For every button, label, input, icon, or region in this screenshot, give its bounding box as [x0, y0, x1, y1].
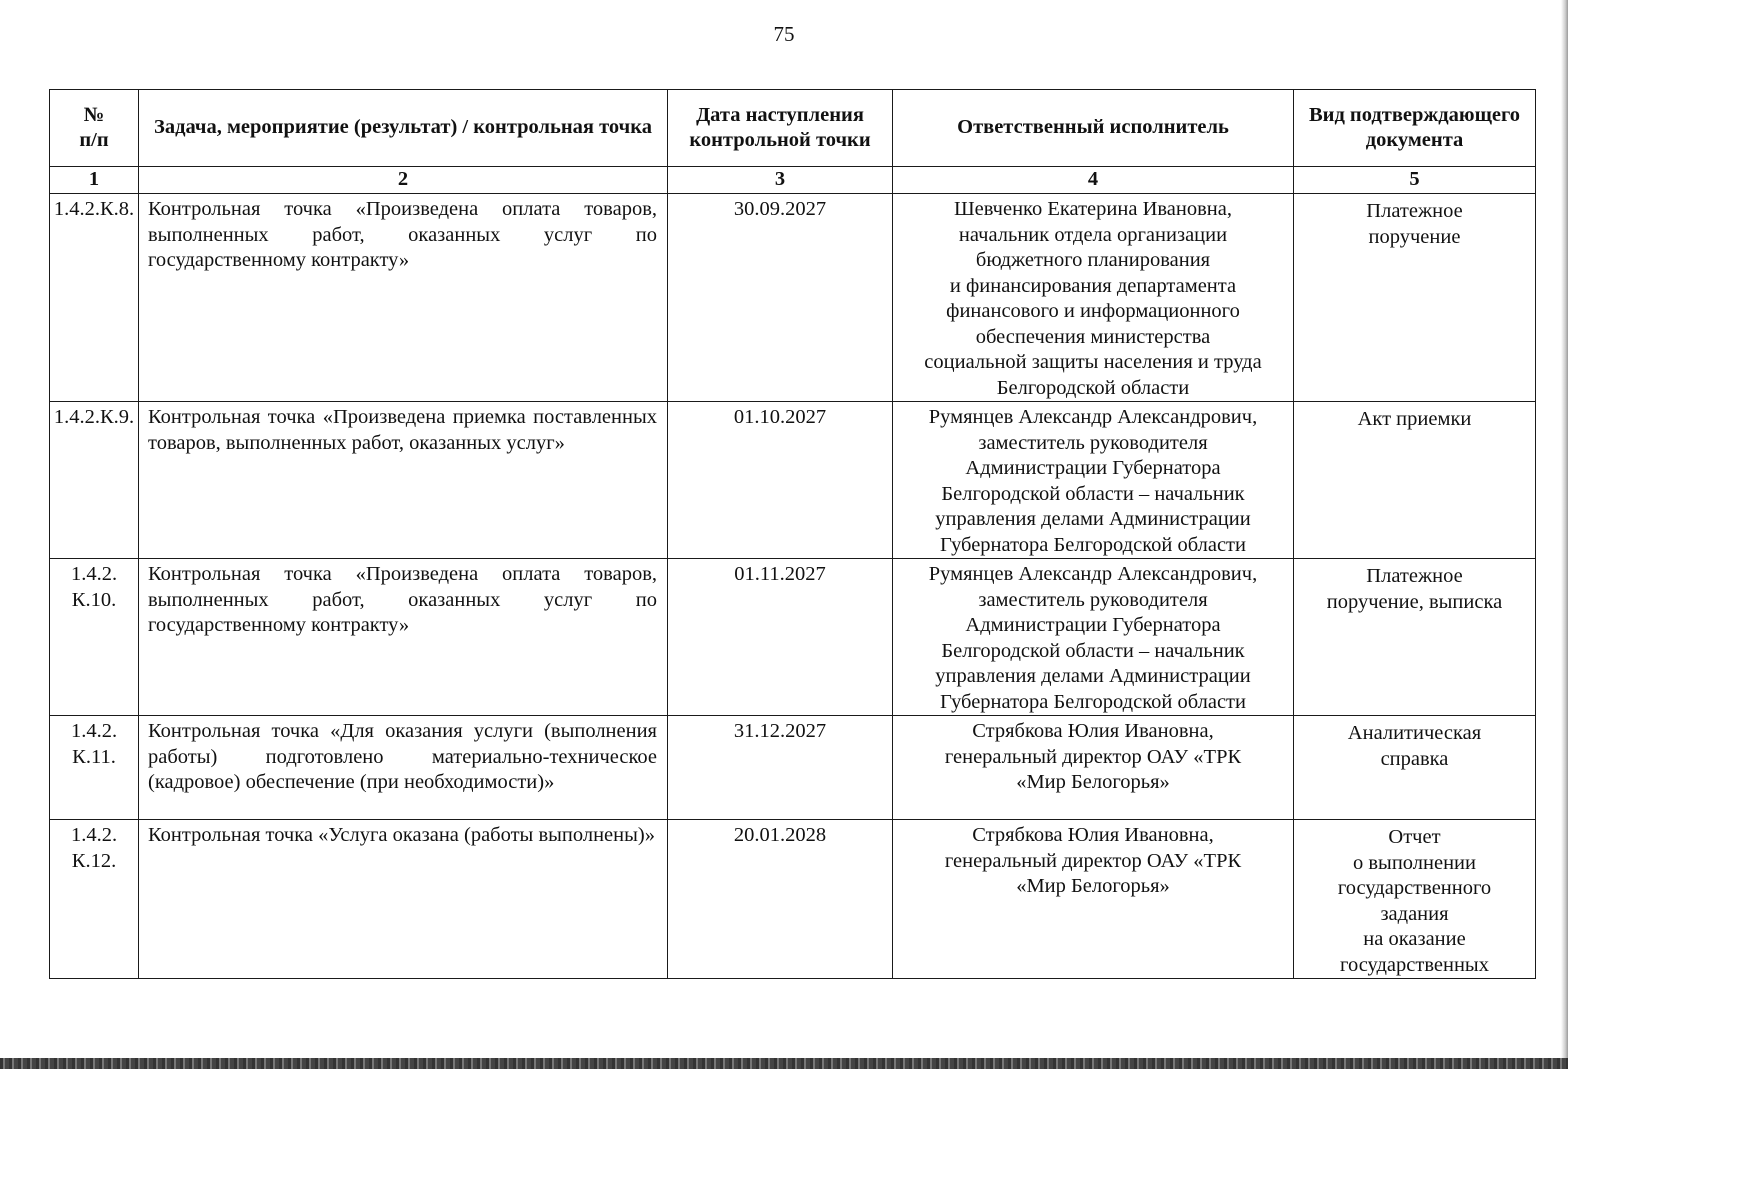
row-executor: Румянцев Александр Александрович, заместитель руководителя Администрации Губернатора Белгородской области – начальник управления делами Администрации Губернатора Белгородской области: [893, 402, 1294, 559]
row-document: Аналитическая справка: [1294, 716, 1536, 820]
header-document: Вид подтверждающего документа: [1294, 90, 1536, 167]
column-number: 3: [668, 167, 893, 194]
column-number: 2: [139, 167, 668, 194]
row-num: 1.4.2. К.11.: [50, 716, 139, 820]
row-task: Контрольная точка «Произведена приемка поставленных товаров, выполненных работ, оказанных услуг»: [139, 402, 668, 559]
row-task: Контрольная точка «Произведена оплата товаров, выполненных работ, оказанных услуг по государственному контракту»: [139, 559, 668, 716]
row-document: Платежное поручение, выписка: [1294, 559, 1536, 716]
column-number: 4: [893, 167, 1294, 194]
row-document: Отчет о выполнении государственного задания на оказание государственных: [1294, 820, 1536, 979]
column-number-row: [50, 167, 1536, 194]
header-executor: Ответственный исполнитель: [893, 90, 1294, 167]
row-date: 01.11.2027: [668, 559, 893, 716]
row-task: Контрольная точка «Произведена оплата товаров, выполненных работ, оказанных услуг по государственному контракту»: [139, 194, 668, 402]
row-date: 30.09.2027: [668, 194, 893, 402]
scan-bottom-edge: [0, 1058, 1568, 1069]
row-executor: Румянцев Александр Александрович, заместитель руководителя Администрации Губернатора Белгородской области – начальник управления делами Администрации Губернатора Белгородской области: [893, 559, 1294, 716]
row-date: 31.12.2027: [668, 716, 893, 820]
row-date: 01.10.2027: [668, 402, 893, 559]
table-row: [50, 402, 1536, 559]
column-number: 1: [50, 167, 139, 194]
table-header-row: [50, 90, 1536, 167]
control-points-table: [49, 89, 1535, 979]
header-date: Дата наступления контрольной точки: [668, 90, 893, 167]
table-row: [50, 820, 1536, 979]
row-num: 1.4.2. К.10.: [50, 559, 139, 716]
row-task: Контрольная точка «Для оказания услуги (выполнения работы) подготовлено материально-техническое (кадровое) обеспечение (при необходимости)»: [139, 716, 668, 820]
row-task: Контрольная точка «Услуга оказана (работы выполнены)»: [139, 820, 668, 979]
row-executor: Шевченко Екатерина Ивановна, начальник отдела организации бюджетного планирования и финансирования департамента финансового и информационного обеспечения министерства социальной защиты населения и труда Белгородской области: [893, 194, 1294, 402]
row-num: 1.4.2. К.12.: [50, 820, 139, 979]
table-row: [50, 716, 1536, 820]
row-executor: Стрябкова Юлия Ивановна, генеральный директор ОАУ «ТРК «Мир Белогорья»: [893, 820, 1294, 979]
scan-page-edge: [1561, 0, 1568, 1069]
page-number: 75: [773, 22, 795, 46]
header-task: Задача, мероприятие (результат) / контрольная точка: [139, 90, 668, 167]
row-executor: Стрябкова Юлия Ивановна, генеральный директор ОАУ «ТРК «Мир Белогорья»: [893, 716, 1294, 820]
row-document: Акт приемки: [1294, 402, 1536, 559]
column-number: 5: [1294, 167, 1536, 194]
table-row: [50, 559, 1536, 716]
header-num: № п/п: [50, 90, 139, 167]
table-row: [50, 194, 1536, 402]
row-document: Платежное поручение: [1294, 194, 1536, 402]
row-date: 20.01.2028: [668, 820, 893, 979]
row-num: 1.4.2.К.8.: [50, 194, 139, 402]
row-num: 1.4.2.К.9.: [50, 402, 139, 559]
